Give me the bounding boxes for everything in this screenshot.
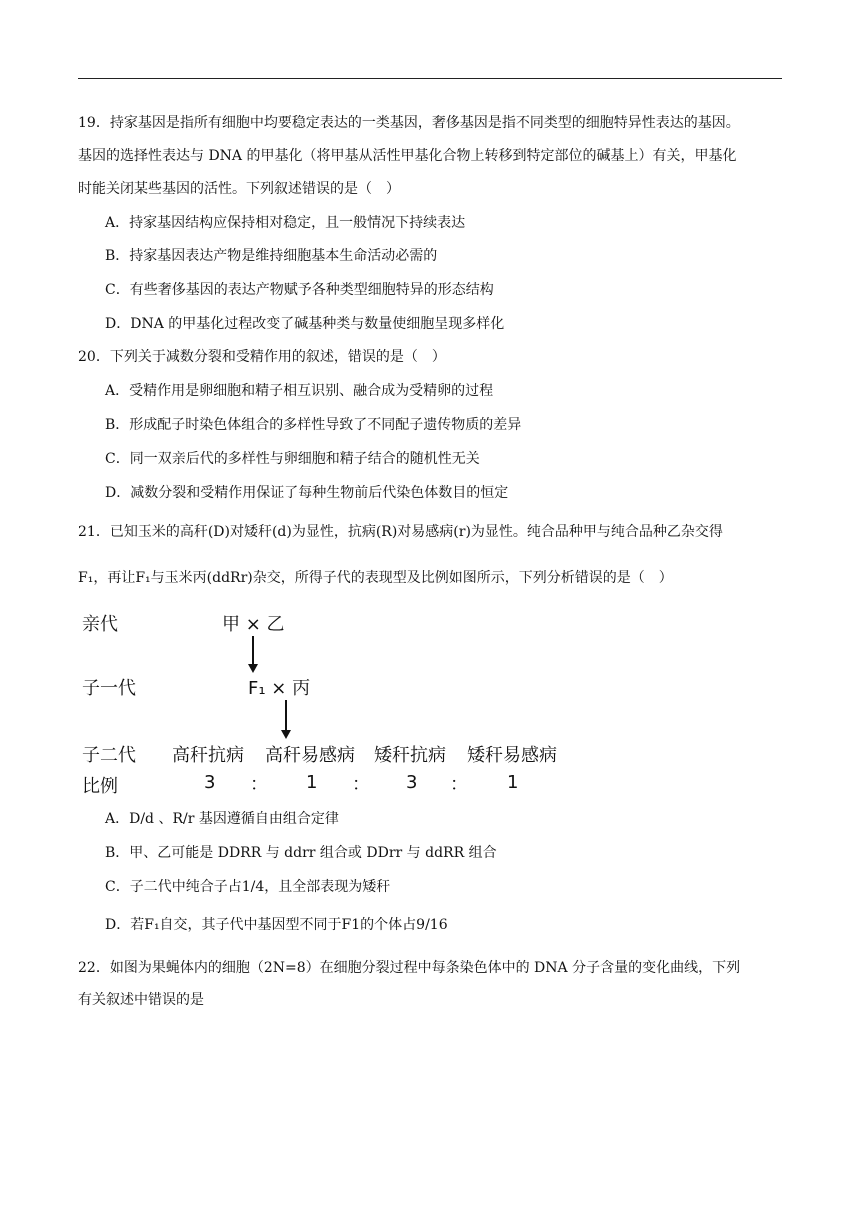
q21-option-a: A．D/d 、R/r 基因遵循自由组合定律 [105,811,339,827]
diagram-label-ratio: 比例 [82,776,118,797]
arrow-to-f2-head [281,730,291,739]
q21-option-c: C．子二代中纯合子占1/4，且全部表现为矮秆 [105,879,391,895]
q20-option-b: B．形成配子时染色体组合的多样性导致了不同配子遗传物质的差异 [105,417,522,433]
q22-stem-line-2: 有关叙述中错误的是 [78,992,204,1008]
ratio-value-1: 3 [204,772,216,793]
phenotype-tall-susceptible: 高秆易感病 [265,745,355,766]
q21-option-d: D．若F₁自交，其子代中基因型不同于F1的个体占9/16 [105,917,448,933]
q21-option-b: B．甲、乙可能是 DDRR 与 ddrr 组合或 DDrr 与 ddRR 组合 [105,845,497,861]
arrow-to-f2 [285,700,287,730]
q20-stem: 20．下列关于减数分裂和受精作用的叙述，错误的是（ ） [78,349,446,365]
q19-stem-line-2: 基因的选择性表达与 DNA 的甲基化（将甲基从活性甲基化合物上转移到特定部位的碱基上）有关，甲基化 [78,148,737,164]
diagram-f1-cross: F₁ × 丙 [248,678,311,699]
q19-option-d: D．DNA 的甲基化过程改变了碱基种类与数量使细胞呈现多样化 [105,316,505,332]
header-rule [78,78,782,79]
diagram-label-f1: 子一代 [82,678,136,699]
ratio-separator-3: ： [450,774,468,795]
phenotype-tall-resistant: 高秆抗病 [172,745,244,766]
arrow-to-f1 [252,636,254,664]
arrow-to-f1-head [248,664,258,673]
q21-stem-line-1: 21．已知玉米的高秆(D)对矮秆(d)为显性，抗病(R)对易感病(r)为显性。纯合品种甲与纯合品种乙杂交得 [78,524,723,540]
q19-option-b: B．持家基因表达产物是维持细胞基本生命活动必需的 [105,248,438,264]
q19-stem-line-3: 时能关闭某些基因的活性。下列叙述错误的是（ ） [78,181,400,197]
q19-option-c: C．有些奢侈基因的表达产物赋予各种类型细胞特异的形态结构 [105,282,494,298]
ratio-separator-1: ： [250,774,268,795]
q22-stem-line-1: 22．如图为果蝇体内的细胞（2N=8）在细胞分裂过程中每条染色体中的 DNA 分子含量的变化曲线，下列 [78,960,741,976]
ratio-value-3: 3 [406,772,418,793]
phenotype-short-susceptible: 矮秆易感病 [467,745,557,766]
q20-option-a: A．受精作用是卵细胞和精子相互识别、融合成为受精卵的过程 [105,383,494,399]
q21-stem-line-2: F₁，再让F₁与玉米丙(ddRr)杂交，所得子代的表现型及比例如图所示，下列分析错误的是（ ） [78,570,673,586]
q20-option-d: D．减数分裂和受精作用保证了每种生物前后代染色体数目的恒定 [105,485,509,501]
phenotype-short-resistant: 矮秆抗病 [374,745,446,766]
diagram-label-f2: 子二代 [82,745,136,766]
diagram-label-parents: 亲代 [82,614,118,635]
diagram-parent-cross: 甲 × 乙 [222,614,285,635]
q19-stem-line-1: 19．持家基因是指所有细胞中均要稳定表达的一类基因，奢侈基因是指不同类型的细胞特异性表达的基因。 [78,115,740,131]
q19-option-a: A．持家基因结构应保持相对稳定，且一般情况下持续表达 [105,215,466,231]
q20-option-c: C．同一双亲后代的多样性与卵细胞和精子结合的随机性无关 [105,451,480,467]
ratio-value-2: 1 [306,772,318,793]
ratio-separator-2: ： [352,774,370,795]
ratio-value-4: 1 [507,772,519,793]
